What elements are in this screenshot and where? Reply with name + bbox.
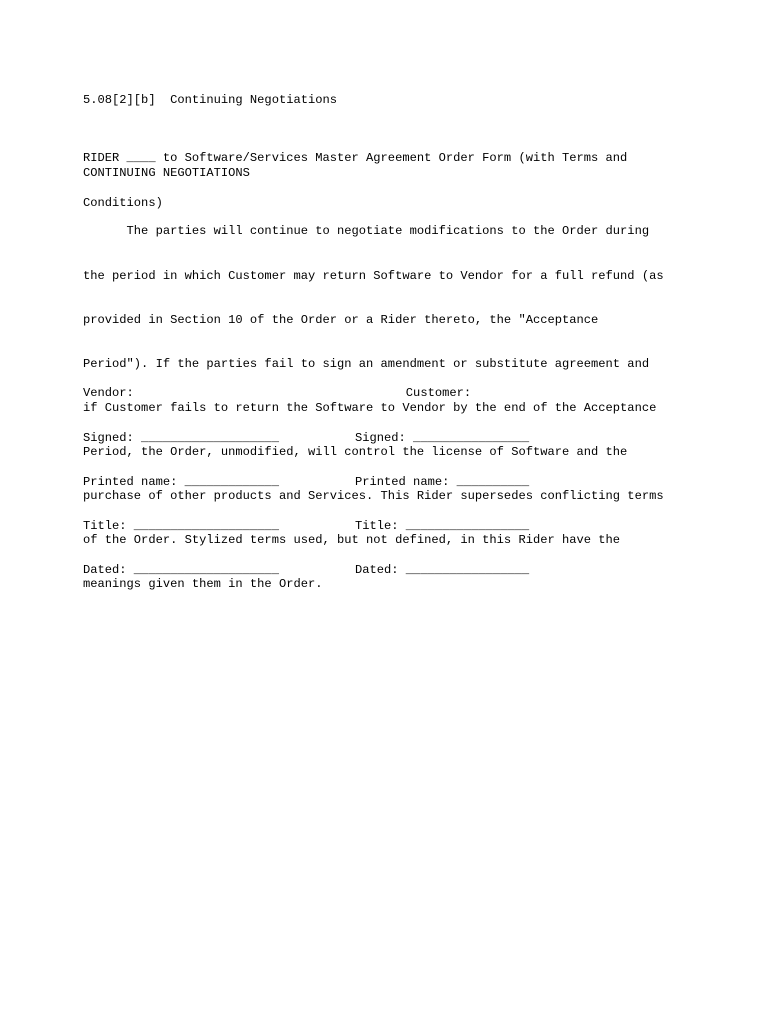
customer-signature-block [355, 357, 529, 607]
customer-dated-line: Dated: _________________ [355, 562, 530, 577]
body-line: the period in which Customer may return Software to Vendor for a full refund (as [83, 268, 664, 283]
customer-signed-line: Signed: ________________ [355, 430, 530, 445]
body-line: if Customer fails to return the Software to Vendor by the end of the Acceptance [83, 400, 657, 415]
body-line: The parties will continue to negotiate modifications to the Order during [83, 224, 650, 239]
vendor-dated-line: Dated: ____________________ [83, 562, 279, 577]
body-line: of the Order. Stylized terms used, but not defined, in this Rider have the [83, 533, 621, 548]
vendor-title-line: Title: ____________________ [83, 518, 279, 533]
body-line: provided in Section 10 of the Order or a Rider thereto, the "Acceptance [83, 312, 599, 327]
vendor-printed-name-line: Printed name: _____________ [83, 474, 279, 489]
customer-title-line: Title: _________________ [355, 518, 530, 533]
body-line: meanings given them in the Order. [83, 577, 323, 592]
vendor-heading: Vendor: [83, 386, 134, 401]
body-line: Period, the Order, unmodified, will control the license of Software and the [83, 444, 628, 459]
body-line: Period"). If the parties fail to sign an amendment or substitute agreement and [83, 356, 650, 371]
customer-printed-name-line: Printed name: __________ [355, 474, 530, 489]
customer-heading: Customer: [355, 386, 472, 401]
rider-title-line: Conditions) [83, 195, 163, 210]
vendor-signature-block [83, 357, 279, 607]
vendor-signed-line: Signed: ___________________ [83, 430, 279, 445]
rider-title-line: RIDER ____ to Software/Services Master Agreement Order Form (with Terms and [83, 151, 628, 166]
body-line: purchase of other products and Services. This Rider supersedes conflicting terms [83, 488, 664, 503]
section-heading: 5.08[2][b] Continuing Negotiations [83, 93, 338, 107]
rider-caption: CONTINUING NEGOTIATIONS [83, 166, 250, 180]
